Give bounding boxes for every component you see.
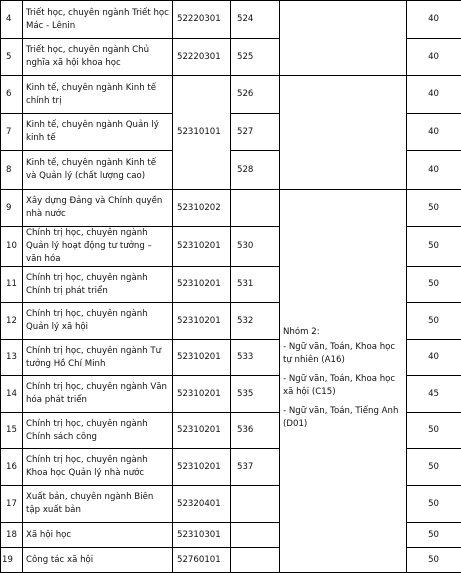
major-code: 52310201 (173, 340, 231, 376)
specialty-code: 533 (231, 340, 280, 376)
major-code: 52310202 (173, 190, 231, 227)
major-code: 52320401 (173, 486, 231, 523)
specialty-code: 526 (231, 76, 280, 114)
specialty-code: 530 (231, 227, 280, 267)
major-code: 52310301 (173, 523, 231, 548)
major-code: 52310201 (173, 413, 231, 449)
table-row (1, 1, 461, 39)
table-row (1, 76, 461, 114)
major-name: Chính trị học, chuyên ngành Quản lý xã hội (23, 303, 173, 340)
major-name: Triết học, chuyên ngành Chủ nghĩa xã hội khoa học (23, 39, 173, 76)
subject-group-title: Nhóm 2: (283, 326, 403, 339)
major-name: Công tác xã hội (23, 548, 173, 573)
subject-group-item: - Ngữ văn, Toán, Khoa học xã hội (C15) (283, 373, 403, 399)
major-name: Triết học, chuyên ngành Triết học Mác - Lênin (23, 1, 173, 39)
major-name: Xã hội học (23, 523, 173, 548)
empty-cell (280, 76, 407, 190)
specialty-code: 525 (231, 39, 280, 76)
major-name: Chính trị học, chuyên ngành Chính trị phát triển (23, 267, 173, 303)
quota: 40 (407, 1, 461, 39)
row-number: 11 (1, 267, 23, 303)
empty-cell (280, 1, 407, 76)
row-number: 4 (1, 1, 23, 39)
quota: 40 (407, 76, 461, 114)
quota: 40 (407, 114, 461, 151)
quota: 50 (407, 267, 461, 303)
specialty-code: 537 (231, 449, 280, 486)
row-number: 7 (1, 114, 23, 151)
major-name: Kinh tế, chuyên ngành Kinh tế chính trị (23, 76, 173, 114)
major-name: Xuất bản, chuyên ngành Biên tập xuất bản (23, 486, 173, 523)
quota: 50 (407, 486, 461, 523)
major-name: Chính trị học, chuyên ngành Văn hóa phát triển (23, 376, 173, 413)
row-number: 5 (1, 39, 23, 76)
row-number: 9 (1, 190, 23, 227)
subject-group-cell (280, 190, 407, 573)
major-name: Xây dựng Đảng và Chính quyền nhà nước (23, 190, 173, 227)
major-name: Chính trị học, chuyên ngành Chính sách công (23, 413, 173, 449)
row-number: 19 (1, 548, 23, 573)
major-name: Chính trị học, chuyên ngành Khoa học Quản lý nhà nước (23, 449, 173, 486)
major-name: Kinh tế, chuyên ngành Quản lý kinh tế (23, 114, 173, 151)
quota: 50 (407, 413, 461, 449)
subject-group-item: - Ngữ văn, Toán, Tiếng Anh (D01) (283, 405, 403, 431)
row-number: 13 (1, 340, 23, 376)
quota: 50 (407, 227, 461, 267)
specialty-code: 527 (231, 114, 280, 151)
specialty-code: 531 (231, 267, 280, 303)
major-code: 52310201 (173, 376, 231, 413)
quota: 50 (407, 523, 461, 548)
quota: 45 (407, 376, 461, 413)
quota: 50 (407, 449, 461, 486)
specialty-code (231, 190, 280, 227)
row-number: 15 (1, 413, 23, 449)
major-name: Chính trị học, chuyên ngành Quản lý hoạt động tư tưởng – văn hóa (23, 227, 173, 267)
table-row (1, 190, 461, 227)
row-number: 18 (1, 523, 23, 548)
major-code: 52220301 (173, 39, 231, 76)
row-number: 8 (1, 151, 23, 190)
row-number: 17 (1, 486, 23, 523)
quota: 50 (407, 548, 461, 573)
row-number: 10 (1, 227, 23, 267)
quota: 40 (407, 151, 461, 190)
major-code: 52310201 (173, 449, 231, 486)
specialty-code (231, 523, 280, 548)
row-number: 12 (1, 303, 23, 340)
specialty-code: 535 (231, 376, 280, 413)
quota: 50 (407, 190, 461, 227)
major-code: 52310201 (173, 267, 231, 303)
quota: 50 (407, 303, 461, 340)
row-number: 14 (1, 376, 23, 413)
major-name: Chính trị học, chuyên ngành Tư tưởng Hồ Chí Minh (23, 340, 173, 376)
row-number: 6 (1, 76, 23, 114)
specialty-code: 536 (231, 413, 280, 449)
subject-group-item: - Ngữ văn, Toán, Khoa học tự nhiên (A16) (283, 341, 403, 367)
quota: 40 (407, 340, 461, 376)
specialty-code: 532 (231, 303, 280, 340)
major-code: 52310201 (173, 303, 231, 340)
major-code: 52760101 (173, 548, 231, 573)
major-code: 52310201 (173, 227, 231, 267)
row-number: 16 (1, 449, 23, 486)
major-code: 52310101 (173, 76, 231, 190)
specialty-code: 528 (231, 151, 280, 190)
specialty-code (231, 486, 280, 523)
quota: 40 (407, 39, 461, 76)
major-code: 52220301 (173, 1, 231, 39)
major-name: Kinh tế, chuyên ngành Kinh tế và Quản lý (chất lượng cao) (23, 151, 173, 190)
specialty-code: 524 (231, 1, 280, 39)
